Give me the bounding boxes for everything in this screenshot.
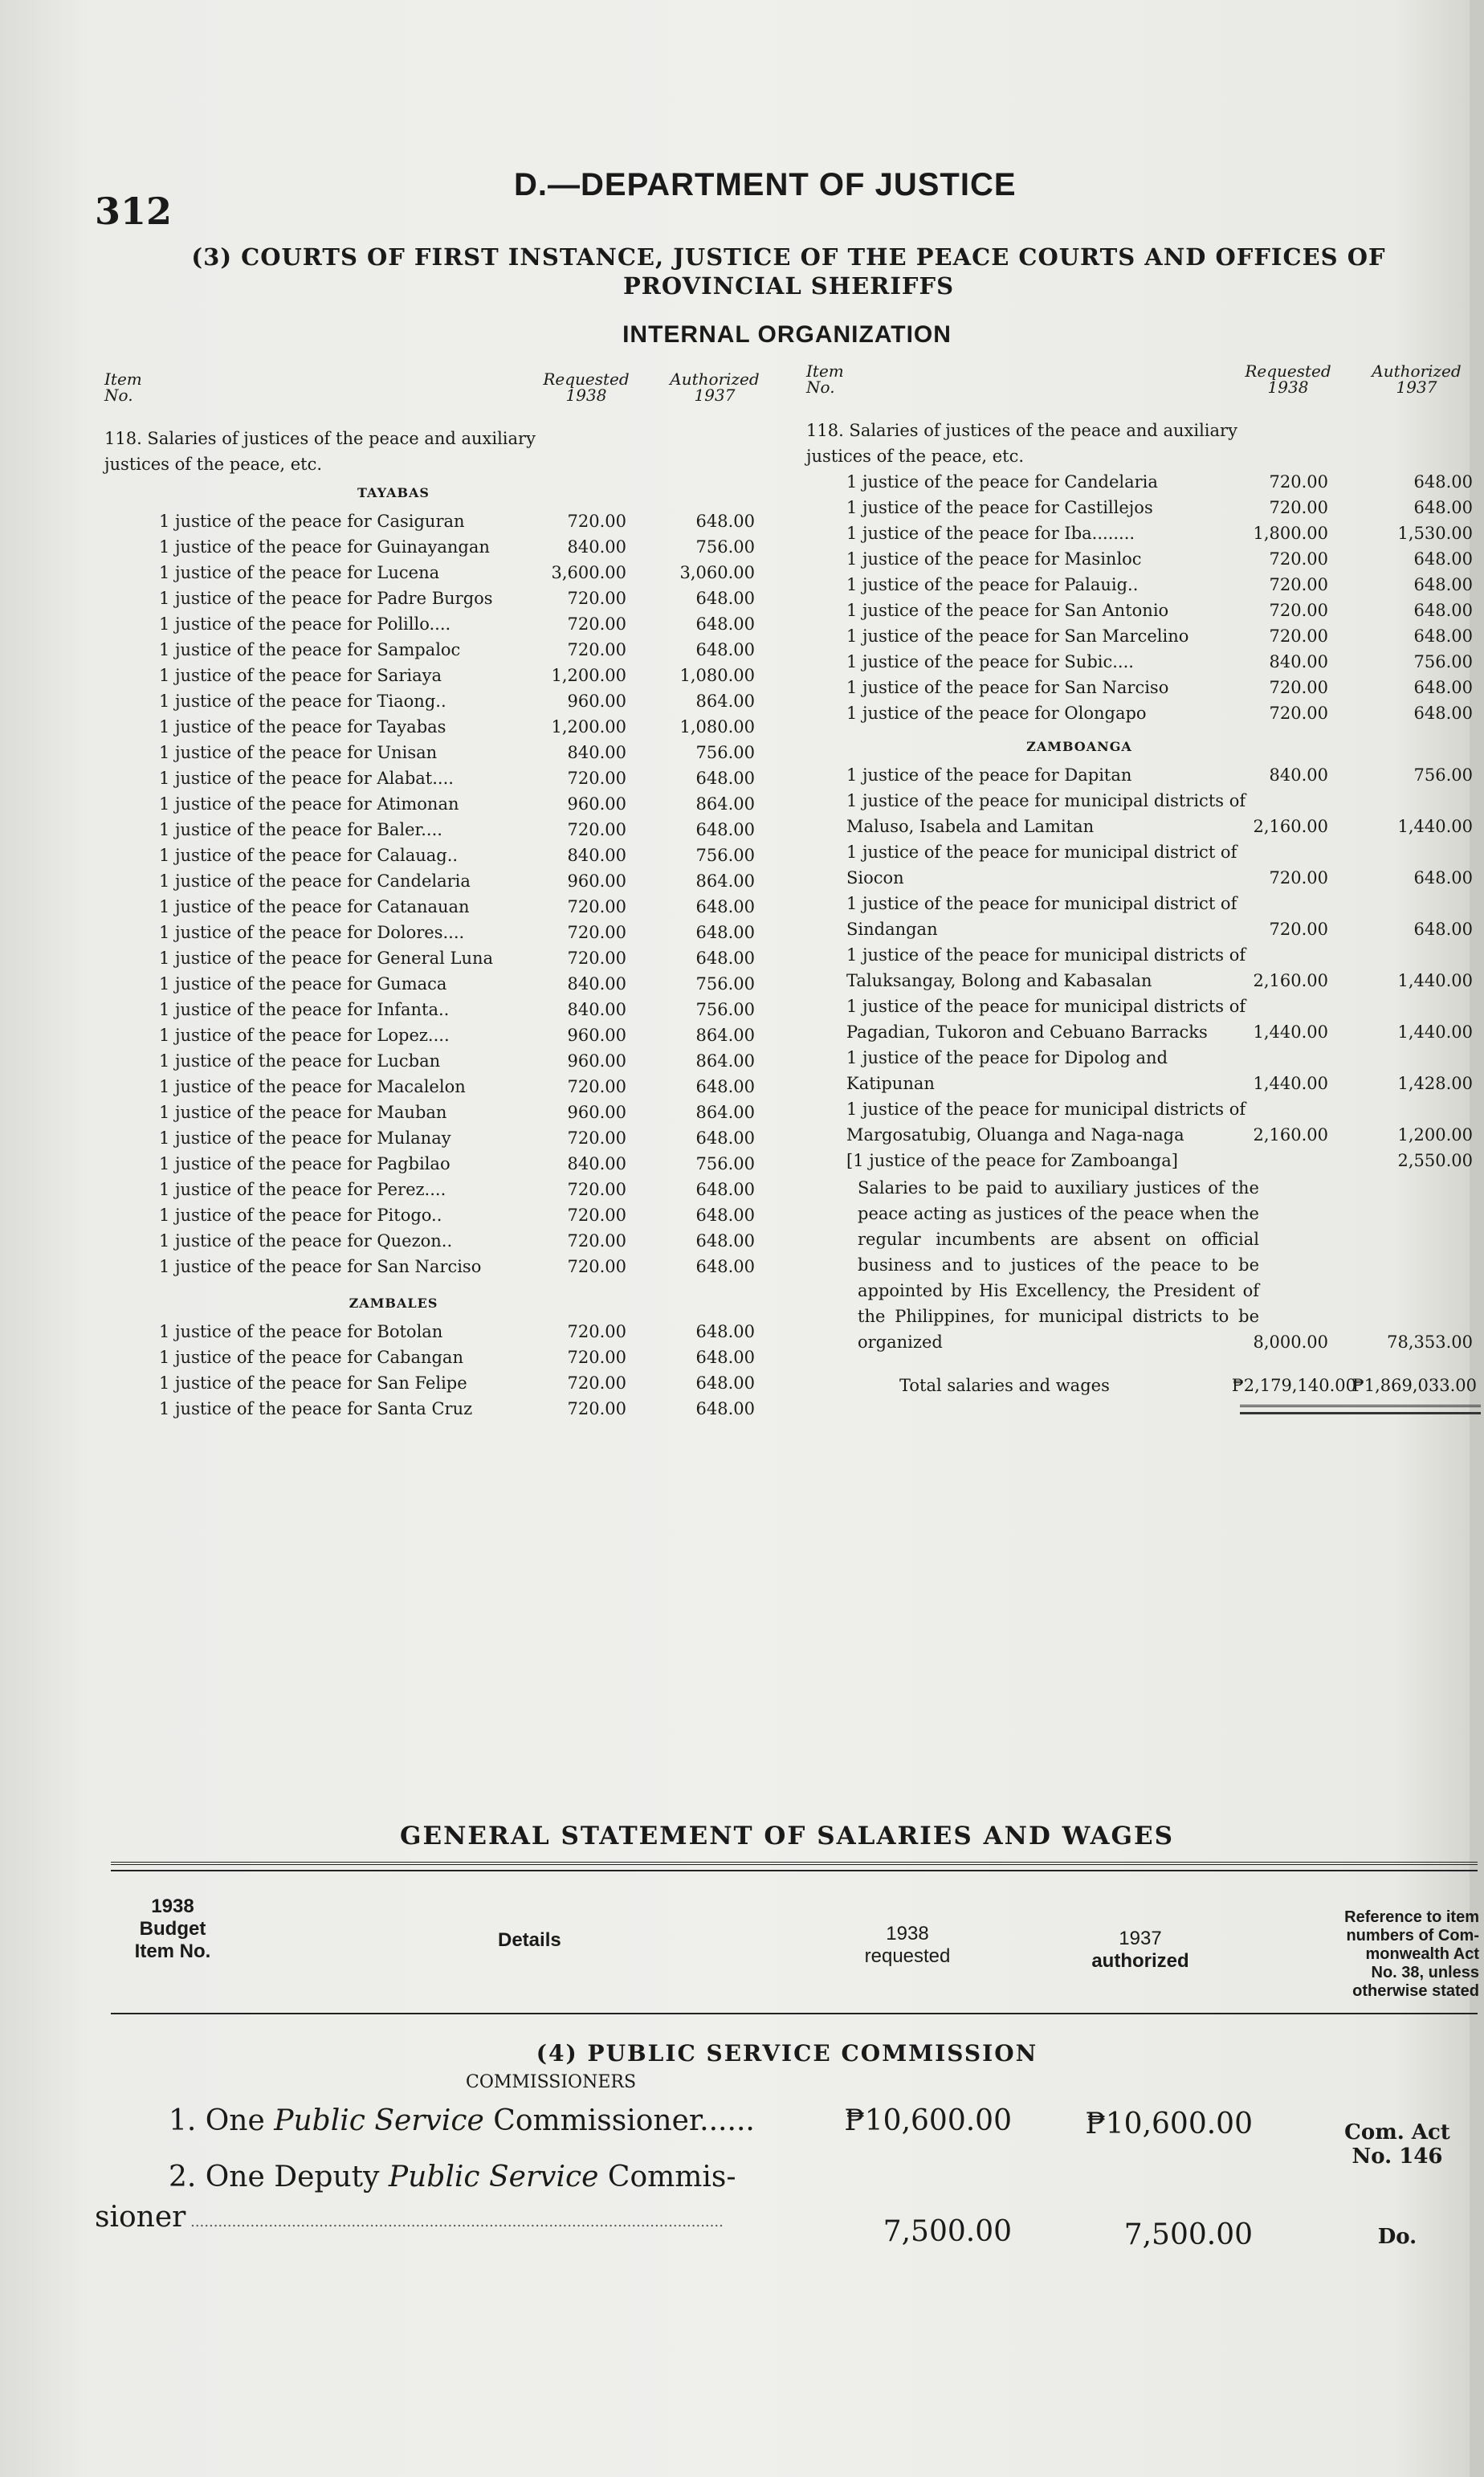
requested-amount: 720.00 xyxy=(1269,575,1328,594)
zamboanga-row xyxy=(806,839,1478,891)
requested-amount: 720.00 xyxy=(1269,601,1328,620)
justice-description: 1 justice of the peace for Castillejos xyxy=(846,498,1153,517)
requested-amount: 720.00 xyxy=(567,614,626,634)
authorized-amount: 648.00 xyxy=(1413,920,1473,939)
authorized-amount: 648.00 xyxy=(1413,704,1473,723)
tayabas-row xyxy=(104,637,811,663)
total-row xyxy=(806,1373,1478,1398)
authorized-amount: 648.00 xyxy=(695,820,755,839)
item-118-description: 118. Salaries of justices of the peace and auxiliary justices of the peace, etc. xyxy=(104,429,536,474)
requested-amount: 720.00 xyxy=(567,769,626,788)
psc-row-2-requested: 7,500.00 xyxy=(883,2215,1012,2248)
requested-amount: 720.00 xyxy=(567,1206,626,1225)
tayabas-row xyxy=(104,1151,811,1177)
requested-header: Requested 1938 xyxy=(543,369,630,405)
requested-amount: 1,200.00 xyxy=(551,717,626,737)
authorized-amount: 756.00 xyxy=(695,537,755,557)
requested-amount: 1,800.00 xyxy=(1253,524,1328,543)
requested-amount: 1,200.00 xyxy=(551,666,626,685)
auxiliary-requested: 8,000.00 xyxy=(1253,1332,1328,1352)
tayabas-row xyxy=(104,1125,811,1151)
requested-amount: 840.00 xyxy=(1269,765,1328,785)
authorized-amount: 648.00 xyxy=(695,769,755,788)
authorized-amount: 648.00 xyxy=(1413,601,1473,620)
authorized-amount: 864.00 xyxy=(695,1103,755,1122)
requested-amount: 960.00 xyxy=(567,692,626,711)
total-double-rule xyxy=(1240,1405,1481,1414)
justice-description: 1 justice of the peace for Perez.... xyxy=(159,1180,446,1199)
justice-description: 1 justice of the peace for Sampaloc xyxy=(159,640,461,659)
justice-description: 1 justice of the peace for Alabat.... xyxy=(159,769,454,788)
authorized-amount: 1,440.00 xyxy=(1397,817,1473,836)
authorized-header: Authorized 1937 xyxy=(1372,361,1462,397)
tayabas-row xyxy=(104,997,811,1022)
justice-description: 1 justice of the peace for Dapitan xyxy=(846,765,1132,785)
zamboanga-row xyxy=(806,891,1478,942)
justice-description: 1 justice of the peace for General Luna xyxy=(159,949,494,968)
requested-amount: 840.00 xyxy=(567,1000,626,1019)
authorized-amount: 648.00 xyxy=(695,1077,755,1096)
psc-row-1-label: 1. One Public Service Commissioner...... xyxy=(169,2104,755,2137)
tayabas-row xyxy=(104,971,811,997)
justice-description: 1 justice of the peace for Infanta.. xyxy=(159,1000,450,1019)
requested-amount: 720.00 xyxy=(567,820,626,839)
psc-row-2-label-continued: sioner .................................................................................................................... xyxy=(95,2201,724,2234)
province-heading-tayabas: TAYABAS xyxy=(357,485,430,500)
tayabas-row xyxy=(104,740,811,765)
justice-description: 1 justice of the peace for Cabangan xyxy=(159,1348,463,1367)
requested-amount: 720.00 xyxy=(567,1128,626,1148)
authorized-amount: 648.00 xyxy=(695,949,755,968)
authorized-amount: 3,060.00 xyxy=(679,563,755,582)
requested-1938-header: 1938 requested xyxy=(864,1923,951,1967)
justice-description: 1 justice of the peace for Palauig.. xyxy=(846,575,1139,594)
tayabas-row xyxy=(104,1177,811,1202)
justice-description: 1 justice of the peace for San Antonio xyxy=(846,601,1169,620)
left-column xyxy=(104,369,811,1422)
zamboanga-row xyxy=(806,994,1478,1045)
justice-description: 1 justice of the peace for Padre Burgos xyxy=(159,589,493,608)
zambales-continued-row xyxy=(806,572,1478,598)
requested-amount: 1,440.00 xyxy=(1253,1074,1328,1093)
justice-description: 1 justice of the peace for municipal district of Siocon xyxy=(846,843,1237,888)
psc-section-title: (4) PUBLIC SERVICE COMMISSION xyxy=(536,2040,1038,2067)
requested-amount: 960.00 xyxy=(567,1103,626,1122)
requested-amount: 1,440.00 xyxy=(1253,1022,1328,1042)
requested-amount: 720.00 xyxy=(567,1348,626,1367)
requested-amount: 720.00 xyxy=(567,897,626,916)
requested-amount: 720.00 xyxy=(567,1322,626,1341)
justice-description: 1 justice of the peace for Candelaria xyxy=(846,472,1158,492)
tayabas-list xyxy=(104,508,811,1279)
justice-description: 1 justice of the peace for Candelaria xyxy=(159,871,471,891)
psc-row-2-authorized: 7,500.00 xyxy=(1123,2218,1253,2251)
tayabas-row xyxy=(104,560,811,586)
requested-amount: 840.00 xyxy=(1269,652,1328,671)
tayabas-row xyxy=(104,817,811,843)
zamboanga-row xyxy=(806,1096,1478,1148)
budget-item-header: 1938 Budget Item No. xyxy=(134,1895,211,1962)
authorized-amount: 756.00 xyxy=(695,974,755,994)
zambales-continued-row xyxy=(806,520,1478,546)
authorized-amount: 756.00 xyxy=(695,846,755,865)
justice-description: 1 justice of the peace for Mulanay xyxy=(159,1128,451,1148)
zamboanga-list xyxy=(806,762,1478,1173)
right-column xyxy=(806,361,1478,1398)
justice-description: 1 justice of the peace for Dolores.... xyxy=(159,923,465,942)
zambales-row xyxy=(104,1319,811,1345)
requested-amount: 720.00 xyxy=(567,923,626,942)
justice-description: 1 justice of the peace for Subic.... xyxy=(846,652,1134,671)
authorized-amount: 648.00 xyxy=(695,640,755,659)
requested-amount: 720.00 xyxy=(567,1399,626,1418)
requested-amount: 720.00 xyxy=(1269,549,1328,569)
authorized-amount: 648.00 xyxy=(695,923,755,942)
authorized-amount: 756.00 xyxy=(1413,652,1473,671)
authorized-header: Authorized 1937 xyxy=(670,369,760,405)
justice-description: 1 justice of the peace for Calauag.. xyxy=(159,846,459,865)
justice-description: 1 justice of the peace for Tayabas xyxy=(159,717,446,737)
tayabas-row xyxy=(104,663,811,688)
requested-amount: 720.00 xyxy=(1269,678,1328,697)
justice-description: 1 justice of the peace for municipal districts of Pagadian, Tukoron and Cebuano Barracks xyxy=(846,997,1246,1042)
authorized-amount: 648.00 xyxy=(1413,678,1473,697)
tayabas-row xyxy=(104,920,811,945)
requested-amount: 720.00 xyxy=(1269,868,1328,888)
psc-subsection: COMMISSIONERS xyxy=(466,2072,637,2092)
tayabas-row xyxy=(104,868,811,894)
authorized-amount: 864.00 xyxy=(695,1026,755,1045)
tayabas-row xyxy=(104,894,811,920)
province-heading-zamboanga: ZAMBOANGA xyxy=(1026,739,1132,754)
zamboanga-row xyxy=(806,762,1478,788)
tayabas-row xyxy=(104,1022,811,1048)
page-number: 312 xyxy=(95,190,173,233)
justice-description: [1 justice of the peace for Zamboanga] xyxy=(846,1151,1178,1170)
zambales-continued-row xyxy=(806,649,1478,675)
general-statement-title: GENERAL STATEMENT OF SALARIES AND WAGES xyxy=(399,1822,1175,1851)
requested-amount: 720.00 xyxy=(567,1180,626,1199)
tayabas-row xyxy=(104,1074,811,1100)
justice-description: 1 justice of the peace for Casiguran xyxy=(159,512,465,531)
requested-amount: 720.00 xyxy=(1269,704,1328,723)
section-title-line-2: PROVINCIAL SHERIFFS xyxy=(622,272,955,300)
zambales-continued-row xyxy=(806,495,1478,520)
justice-description: 1 justice of the peace for Mauban xyxy=(159,1103,447,1122)
province-heading-zambales: ZAMBALES xyxy=(349,1296,438,1311)
tayabas-row xyxy=(104,1202,811,1228)
justice-description: 1 justice of the peace for Quezon.. xyxy=(159,1231,453,1251)
zambales-list xyxy=(104,1319,811,1422)
authorized-1937-header: 1937 authorized xyxy=(1091,1928,1189,1972)
requested-amount: 720.00 xyxy=(1269,920,1328,939)
authorized-amount: 648.00 xyxy=(695,1348,755,1367)
justice-description: 1 justice of the peace for Botolan xyxy=(159,1322,443,1341)
justice-description: 1 justice of the peace for San Narciso xyxy=(846,678,1169,697)
zambales-continued-row xyxy=(806,598,1478,623)
section-title-line-1: (3) COURTS OF FIRST INSTANCE, JUSTICE OF THE PEACE COURTS AND OFFICES OF xyxy=(191,243,1386,271)
tayabas-row xyxy=(104,1100,811,1125)
authorized-amount: 756.00 xyxy=(695,1154,755,1173)
item-no-header: Item No. xyxy=(104,369,142,405)
zambales-continued-row xyxy=(806,675,1478,700)
justice-description: 1 justice of the peace for municipal district of Sindangan xyxy=(846,894,1237,939)
zambales-row xyxy=(104,1345,811,1370)
requested-amount: 720.00 xyxy=(1269,626,1328,646)
auxiliary-justices-note: Salaries to be paid to auxiliary justices of the peace acting as justices of the peace when the regular incumbents are absent on official business and to justices of the peace to be appointed by His Excellency, the President of the Philippines, for municipal districts to be organized xyxy=(858,1178,1259,1352)
tayabas-row xyxy=(104,843,811,868)
requested-amount: 2,160.00 xyxy=(1253,971,1328,990)
total-authorized: ₱1,869,033.00 xyxy=(1352,1376,1477,1395)
authorized-amount: 648.00 xyxy=(1413,626,1473,646)
zamboanga-row xyxy=(806,1148,1478,1173)
authorized-amount: 648.00 xyxy=(695,897,755,916)
authorized-amount: 648.00 xyxy=(695,512,755,531)
table-header-rule xyxy=(111,2013,1478,2014)
justice-description: 1 justice of the peace for Pitogo.. xyxy=(159,1206,442,1225)
tayabas-row xyxy=(104,508,811,534)
justice-description: 1 justice of the peace for San Marcelino xyxy=(846,626,1189,646)
authorized-amount: 648.00 xyxy=(695,1206,755,1225)
requested-amount: 720.00 xyxy=(567,1077,626,1096)
authorized-amount: 648.00 xyxy=(695,1322,755,1341)
department-heading: D.—DEPARTMENT OF JUSTICE xyxy=(514,167,1017,202)
justice-description: 1 justice of the peace for Santa Cruz xyxy=(159,1399,473,1418)
requested-amount: 720.00 xyxy=(567,512,626,531)
psc-row-2-reference: Do. xyxy=(1377,2225,1417,2249)
justice-description: 1 justice of the peace for Dipolog and Katipunan xyxy=(846,1048,1168,1093)
authorized-amount: 1,080.00 xyxy=(679,666,755,685)
authorized-amount: 1,200.00 xyxy=(1397,1125,1473,1145)
requested-amount: 720.00 xyxy=(567,589,626,608)
tayabas-row xyxy=(104,1048,811,1074)
zambales-continued-row xyxy=(806,469,1478,495)
authorized-amount: 648.00 xyxy=(1413,472,1473,492)
tayabas-row xyxy=(104,791,811,817)
psc-row-2-label: 2. One Deputy Public Service Commis- xyxy=(169,2161,736,2193)
requested-amount: 840.00 xyxy=(567,743,626,762)
justice-description: 1 justice of the peace for municipal districts of Maluso, Isabela and Lamitan xyxy=(846,791,1246,836)
authorized-amount: 648.00 xyxy=(695,1128,755,1148)
tayabas-row xyxy=(104,765,811,791)
section-title xyxy=(106,243,1471,300)
justice-description: 1 justice of the peace for Pagbilao xyxy=(159,1154,450,1173)
authorized-amount: 1,080.00 xyxy=(679,717,755,737)
auxiliary-authorized: 78,353.00 xyxy=(1387,1332,1473,1352)
requested-amount: 720.00 xyxy=(567,1257,626,1276)
tayabas-row xyxy=(104,611,811,637)
reference-header: Reference to item numbers of Com- monwealth Act No. 38, unless otherwise stated xyxy=(1344,1908,1479,2000)
authorized-amount: 648.00 xyxy=(695,1373,755,1393)
authorized-amount: 1,530.00 xyxy=(1397,524,1473,543)
zambales-continued-row xyxy=(806,546,1478,572)
justice-description: 1 justice of the peace for Unisan xyxy=(159,743,438,762)
zamboanga-row xyxy=(806,1045,1478,1096)
tayabas-row xyxy=(104,1254,811,1279)
left-column-header xyxy=(104,369,811,426)
authorized-amount: 1,440.00 xyxy=(1397,971,1473,990)
justice-description: 1 justice of the peace for San Narciso xyxy=(159,1257,482,1276)
authorized-amount: 864.00 xyxy=(695,692,755,711)
tayabas-row xyxy=(104,688,811,714)
psc-row-1-authorized: ₱10,600.00 xyxy=(1085,2108,1253,2140)
authorized-amount: 1,440.00 xyxy=(1397,1022,1473,1042)
tayabas-row xyxy=(104,534,811,560)
auxiliary-justices-row xyxy=(806,1175,1478,1355)
justice-description: 1 justice of the peace for Lucban xyxy=(159,1051,441,1071)
requested-amount: 960.00 xyxy=(567,1026,626,1045)
authorized-amount: 864.00 xyxy=(695,871,755,891)
justice-description: 1 justice of the peace for Olongapo xyxy=(846,704,1147,723)
requested-amount: 3,600.00 xyxy=(551,563,626,582)
requested-amount: 840.00 xyxy=(567,846,626,865)
authorized-amount: 756.00 xyxy=(695,1000,755,1019)
tayabas-row xyxy=(104,586,811,611)
authorized-amount: 648.00 xyxy=(1413,575,1473,594)
zamboanga-row xyxy=(806,942,1478,994)
requested-amount: 840.00 xyxy=(567,1154,626,1173)
justice-description: 1 justice of the peace for San Felipe xyxy=(159,1373,467,1393)
authorized-amount: 756.00 xyxy=(1413,765,1473,785)
requested-amount: 720.00 xyxy=(1269,472,1328,492)
requested-amount: 720.00 xyxy=(567,949,626,968)
psc-row-1-reference: Com. Act No. 146 xyxy=(1344,2120,1450,2169)
justice-description: 1 justice of the peace for municipal districts of Taluksangay, Bolong and Kabasalan xyxy=(846,945,1246,990)
authorized-amount: 648.00 xyxy=(1413,868,1473,888)
justice-description: 1 justice of the peace for Lucena xyxy=(159,563,440,582)
tayabas-row xyxy=(104,945,811,971)
tayabas-row xyxy=(104,714,811,740)
justice-description: 1 justice of the peace for Polillo.... xyxy=(159,614,451,634)
justice-description: 1 justice of the peace for Lopez.... xyxy=(159,1026,450,1045)
internal-organization-heading: INTERNAL ORGANIZATION xyxy=(622,321,952,348)
zambales-continued-row xyxy=(806,700,1478,726)
requested-amount: 2,160.00 xyxy=(1253,1125,1328,1145)
total-label: Total salaries and wages xyxy=(899,1376,1110,1395)
authorized-amount: 2,550.00 xyxy=(1397,1151,1473,1170)
justice-description: 1 justice of the peace for Gumaca xyxy=(159,974,447,994)
justice-description: 1 justice of the peace for Masinloc xyxy=(846,549,1142,569)
justice-description: 1 justice of the peace for Iba........ xyxy=(846,524,1135,543)
requested-amount: 720.00 xyxy=(1269,498,1328,517)
requested-amount: 720.00 xyxy=(567,1231,626,1251)
justice-description: 1 justice of the peace for Atimonan xyxy=(159,794,459,814)
authorized-amount: 1,428.00 xyxy=(1397,1074,1473,1093)
authorized-amount: 648.00 xyxy=(695,1257,755,1276)
zambales-continued-list xyxy=(806,469,1478,726)
justice-description: 1 justice of the peace for Baler.... xyxy=(159,820,442,839)
tayabas-row xyxy=(104,1228,811,1254)
justice-description: 1 justice of the peace for Catanauan xyxy=(159,897,470,916)
item-118-description-continued: 118. Salaries of justices of the peace and auxiliary justices of the peace, etc. xyxy=(806,421,1237,466)
justice-description: 1 justice of the peace for Sariaya xyxy=(159,666,442,685)
authorized-amount: 648.00 xyxy=(1413,498,1473,517)
requested-amount: 720.00 xyxy=(567,1373,626,1393)
zambales-row xyxy=(104,1370,811,1396)
authorized-amount: 648.00 xyxy=(1413,549,1473,569)
authorized-amount: 648.00 xyxy=(695,1399,755,1418)
authorized-amount: 648.00 xyxy=(695,614,755,634)
zambales-continued-row xyxy=(806,623,1478,649)
zambales-row xyxy=(104,1396,811,1422)
requested-amount: 720.00 xyxy=(567,640,626,659)
requested-amount: 960.00 xyxy=(567,794,626,814)
authorized-amount: 864.00 xyxy=(695,794,755,814)
zamboanga-row xyxy=(806,788,1478,839)
justice-description: 1 justice of the peace for Tiaong.. xyxy=(159,692,446,711)
authorized-amount: 756.00 xyxy=(695,743,755,762)
requested-amount: 840.00 xyxy=(567,974,626,994)
total-requested: ₱2,179,140.00 xyxy=(1231,1376,1356,1395)
requested-header: Requested 1938 xyxy=(1245,361,1331,397)
right-column-header xyxy=(806,361,1478,418)
justice-description: 1 justice of the peace for municipal districts of Margosatubig, Oluanga and Naga-naga xyxy=(846,1100,1246,1145)
item-no-header: Item No. xyxy=(806,361,844,397)
justice-description: 1 justice of the peace for Macalelon xyxy=(159,1077,466,1096)
authorized-amount: 648.00 xyxy=(695,1180,755,1199)
authorized-amount: 648.00 xyxy=(695,589,755,608)
psc-row-1-requested: ₱10,600.00 xyxy=(844,2104,1012,2137)
authorized-amount: 648.00 xyxy=(695,1231,755,1251)
requested-amount: 960.00 xyxy=(567,871,626,891)
requested-amount: 840.00 xyxy=(567,537,626,557)
authorized-amount: 864.00 xyxy=(695,1051,755,1071)
table-top-rule xyxy=(111,1862,1478,1871)
details-header: Details xyxy=(498,1929,561,1951)
requested-amount: 960.00 xyxy=(567,1051,626,1071)
requested-amount: 2,160.00 xyxy=(1253,817,1328,836)
justice-description: 1 justice of the peace for Guinayangan xyxy=(159,537,490,557)
